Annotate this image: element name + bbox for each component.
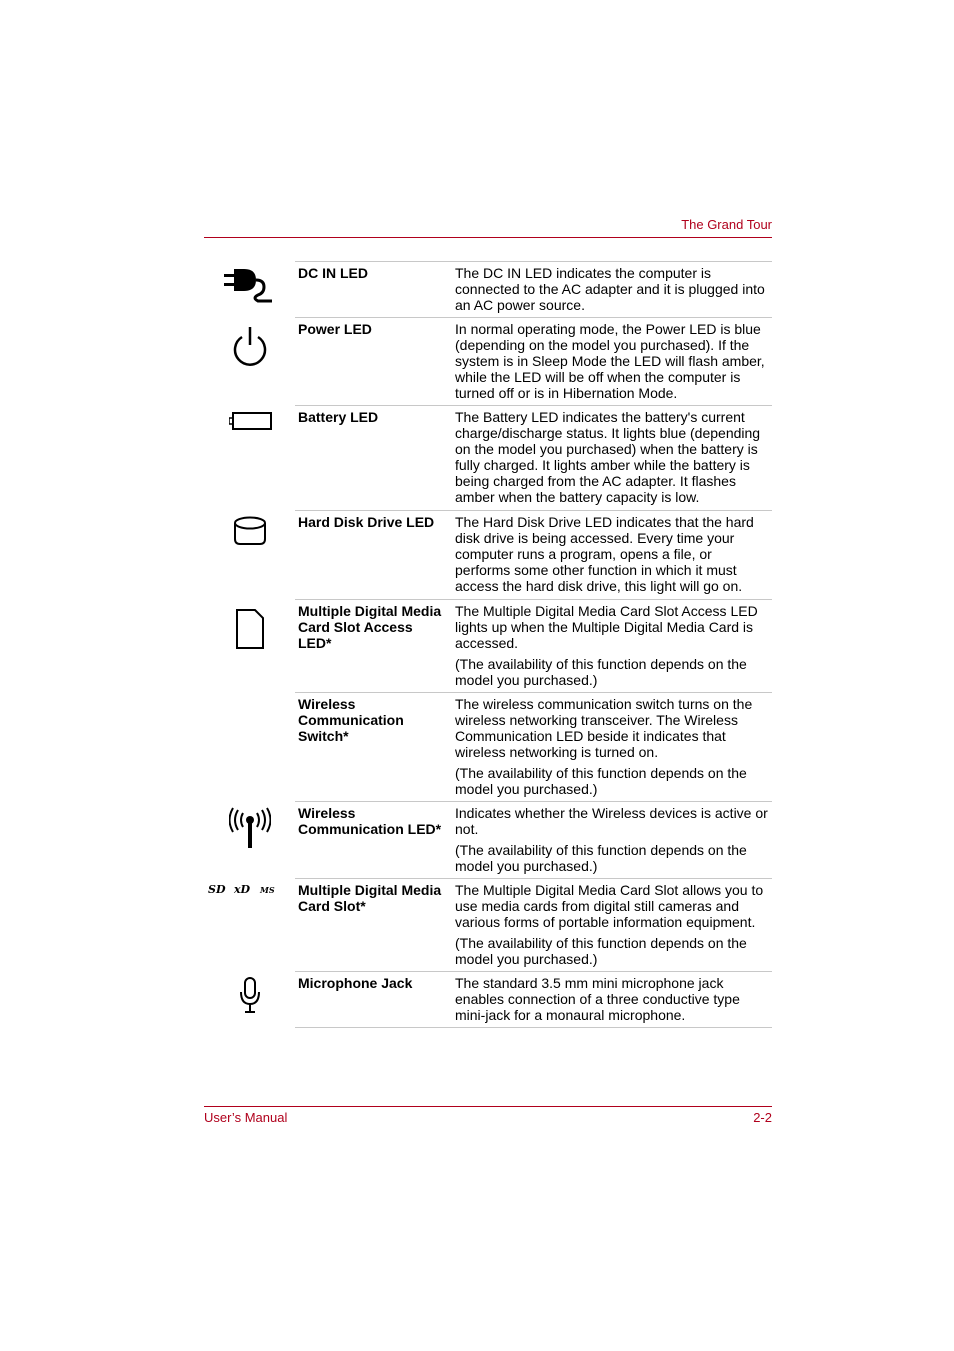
dc-in-plug-icon xyxy=(224,266,276,306)
ms-logo: MS xyxy=(260,885,275,895)
row-desc: The wireless communication switch turns on the wireless networking transceiver. The Wireless Communication LED beside it indicates that wireless networking is turned on. (The availability of this function depends on the model you purchased.) xyxy=(455,696,753,797)
footer-divider xyxy=(204,1106,772,1107)
table-row xyxy=(295,318,772,406)
row-term: Multiple Digital Media Card Slot Access LED* xyxy=(298,603,442,651)
row-term: Wireless Communication LED* xyxy=(298,805,442,837)
xd-logo: xD xyxy=(234,883,251,896)
row-desc: The Multiple Digital Media Card Slot Access LED lights up when the Multiple Digital Media Card is accessed. (The availability of this function depends on the model you purchased.) xyxy=(455,603,758,688)
row-term: Microphone Jack xyxy=(298,975,413,991)
row-term: DC IN LED xyxy=(298,265,368,281)
header-divider xyxy=(204,237,772,238)
battery-icon xyxy=(229,411,273,431)
microphone-icon xyxy=(238,977,262,1015)
row-desc: In normal operating mode, the Power LED is blue (depending on the model you purchased). If the system is in Sleep Mode the LED will flash amber, while the LED will be off when the computer is turned off or is in Hibernation Mode. xyxy=(455,321,765,401)
table-row xyxy=(295,262,772,318)
row-term: Wireless Communication Switch* xyxy=(298,696,404,744)
memory-card-icon xyxy=(235,608,265,650)
wireless-antenna-icon xyxy=(229,806,271,850)
table-row xyxy=(295,972,772,1028)
table-row xyxy=(295,511,772,600)
row-term: Hard Disk Drive LED xyxy=(298,514,435,530)
footer-manual-title: User’s Manual xyxy=(204,1110,288,1125)
table-row xyxy=(295,406,772,511)
row-term: Battery LED xyxy=(298,409,379,425)
hard-disk-icon xyxy=(232,515,268,547)
power-icon xyxy=(231,325,269,367)
media-card-logos-icon xyxy=(208,881,290,899)
row-term: Power LED xyxy=(298,321,372,337)
row-term: Multiple Digital Media Card Slot* xyxy=(298,882,442,914)
row-desc: The standard 3.5 mm mini microphone jack enables connection of a three conductive type mini-jack for a monaural microphone. xyxy=(455,975,740,1023)
page-number: 2-2 xyxy=(753,1110,772,1125)
row-desc: Indicates whether the Wireless devices is active or not. (The availability of this function depends on the model you purchased.) xyxy=(455,805,768,874)
row-desc: The Multiple Digital Media Card Slot allows you to use media cards from digital still cameras and various forms of portable information equipment. (The availability of this function depends on the model you purchased.) xyxy=(455,882,764,967)
row-desc: The DC IN LED indicates the computer is connected to the AC adapter and it is plugged into an AC power source. xyxy=(455,265,765,313)
running-header: The Grand Tour xyxy=(681,217,772,232)
sd-logo: SD xyxy=(208,883,226,896)
table-row xyxy=(295,802,772,879)
row-desc: The Battery LED indicates the battery's current charge/discharge status. It lights blue (depending on the model you purchased) when the battery is fully charged. It lights amber while the battery is being charged from the AC adapter. It flashes amber when the battery capacity is low. xyxy=(455,409,761,505)
table-row xyxy=(295,693,772,802)
row-desc: The Hard Disk Drive LED indicates that the hard disk drive is being accessed. Every time your computer runs a program, opens a file, or performs some other function in which it must access the hard disk drive, this light will go on. xyxy=(455,514,754,594)
table-row xyxy=(295,600,772,693)
table-row xyxy=(295,879,772,972)
led-table xyxy=(295,261,772,1028)
